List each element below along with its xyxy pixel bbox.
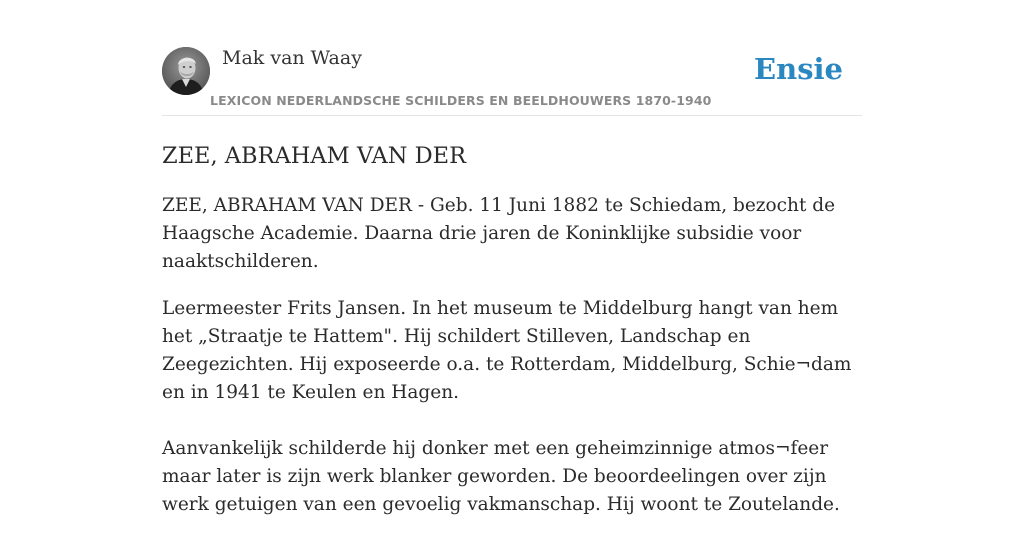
brand-logo[interactable]: Ensie [754,52,843,86]
page-title: ZEE, ABRAHAM VAN DER [162,143,467,169]
header [162,0,862,116]
author-name[interactable]: Mak van Waay [222,47,362,69]
page [162,0,862,515]
article-body [162,192,862,538]
portrait-icon [162,47,210,95]
lexicon-source-link[interactable]: LEXICON NEDERLANDSCHE SCHILDERS EN BEELDHOUWERS 1870-1940 [210,93,712,108]
article-paragraph: Leermeester Frits Jansen. In het museum te Middelburg hangt van hem het „Straatje te Hattem". Hij schildert Stilleven, Landschap en Zeegezichten. Hij exposeerde o.a. te Rotterdam, Middelburg, Schie¬dam en in 1941 te Keulen en Hagen. Aanvankelijk schilderde hij donker met een geheimzinnige atmos¬feer maar later is zijn werk blanker geworden. De beoordeelingen over zijn werk getuigen van een gevoelig vakmanschap. Hij woont te Zoutelande. [162,298,852,515]
author-avatar[interactable] [162,47,210,95]
article-paragraph: ZEE, ABRAHAM VAN DER - Geb. 11 Juni 1882 te Schiedam, bezocht de Haagsche Academie. Daarna drie jaren de Koninklijke subsidie voor naaktschilderen. [162,195,836,272]
